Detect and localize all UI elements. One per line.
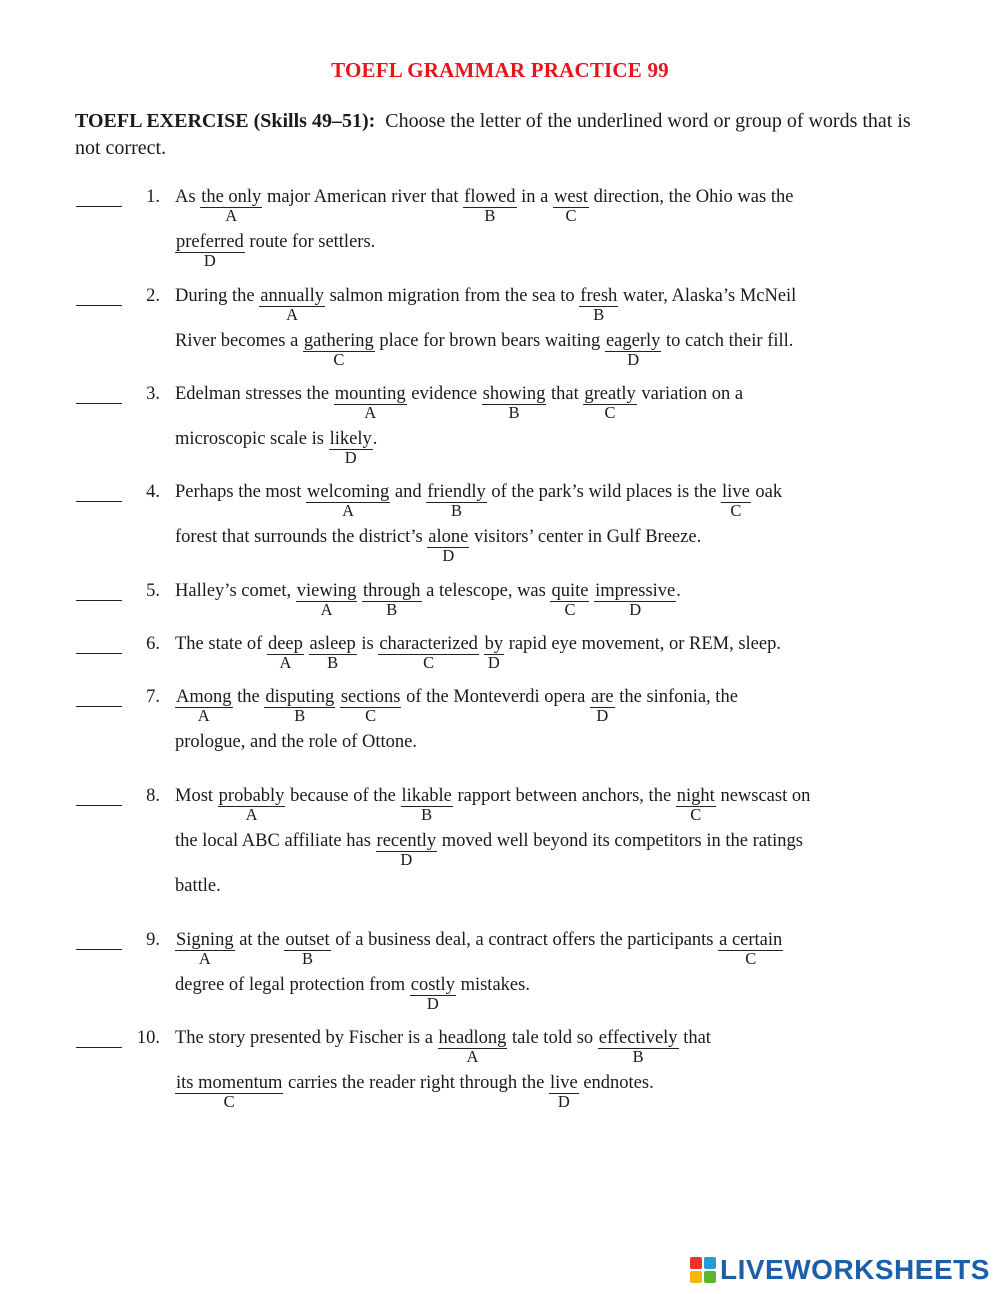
question-text: degree of legal protection from <box>175 975 410 995</box>
liveworksheets-logo <box>690 1254 990 1286</box>
choice-text: likable <box>401 786 452 806</box>
question-text: major American river that <box>262 187 464 207</box>
choice-text: are <box>591 687 614 707</box>
choice-letter: B <box>421 805 433 824</box>
underlined-choice[interactable] <box>334 384 407 422</box>
choice-letter: C <box>423 653 435 672</box>
choice-letter: A <box>197 706 210 725</box>
choice-text: eagerly <box>605 331 661 351</box>
question-number: 8. <box>146 786 160 806</box>
choice-text: the only <box>201 187 262 207</box>
underlined-choice[interactable] <box>484 634 505 672</box>
question-text: the <box>232 687 265 707</box>
question-text: forest that surrounds the district’s <box>175 527 428 547</box>
choice-letter: A <box>225 206 238 225</box>
underlined-choice[interactable] <box>549 1073 579 1111</box>
choice-text: disputing <box>265 687 335 707</box>
question-text: of the Monteverdi opera <box>401 687 591 707</box>
underlined-choice[interactable] <box>267 634 304 672</box>
question-text: water, Alaska’s McNeil <box>618 286 797 306</box>
choice-letter: D <box>203 251 216 270</box>
question-line <box>175 1073 654 1111</box>
question-line <box>175 732 417 753</box>
choice-letter: B <box>302 949 314 968</box>
question-text: route for settlers. <box>244 232 376 252</box>
question-text: a telescope, was <box>421 581 551 601</box>
underlined-choice[interactable] <box>218 786 286 824</box>
choice-text: viewing <box>296 581 357 601</box>
underlined-choice[interactable] <box>378 634 479 672</box>
choice-text: night <box>676 786 715 806</box>
question-line <box>175 384 744 422</box>
choice-letter: A <box>466 1047 479 1066</box>
question-line <box>175 482 783 520</box>
instructions-text: Choose the letter of the underlined word or group of words that is not correct. <box>75 110 911 159</box>
choice-letter: A <box>198 949 211 968</box>
choice-text: Signing <box>176 930 234 950</box>
underlined-choice[interactable] <box>598 1028 679 1066</box>
instructions-label: TOEFL EXERCISE (Skills 49–51): <box>75 110 376 132</box>
question-text: tale told so <box>507 1028 598 1048</box>
choice-text: preferred <box>176 232 244 252</box>
underlined-choice[interactable] <box>259 286 325 324</box>
choice-letter: C <box>333 350 345 369</box>
liveworksheets-logo-icon <box>690 1257 716 1283</box>
choice-letter: B <box>484 206 496 225</box>
question-text: Halley’s comet, <box>175 581 296 601</box>
question-line <box>175 831 803 869</box>
underlined-choice[interactable] <box>362 581 422 619</box>
underlined-choice[interactable] <box>605 331 661 369</box>
question-line <box>175 232 376 270</box>
choice-text: flowed <box>464 187 516 207</box>
choice-text: characterized <box>379 634 478 654</box>
underlined-choice[interactable] <box>463 187 516 225</box>
question-text: direction, the Ohio was the <box>588 187 794 207</box>
choice-letter: B <box>508 403 520 422</box>
underlined-choice[interactable] <box>482 384 547 422</box>
choice-text: outset <box>285 930 330 950</box>
question-text: As <box>175 187 201 207</box>
choice-letter: C <box>365 706 377 725</box>
choice-text: its momentum <box>176 1073 283 1093</box>
underlined-choice[interactable] <box>309 634 357 672</box>
question-number: 9. <box>146 930 160 950</box>
choice-text: sections <box>340 687 401 707</box>
question-text: that <box>678 1028 711 1048</box>
question-line <box>175 286 797 324</box>
choice-text: Among <box>176 687 232 707</box>
underlined-choice[interactable] <box>676 786 716 824</box>
underlined-choice[interactable] <box>590 687 615 725</box>
choice-text: asleep <box>309 634 356 654</box>
question-text: variation on a <box>636 384 744 404</box>
choice-text: a certain <box>719 930 783 950</box>
question-line <box>175 1028 711 1066</box>
underlined-choice[interactable] <box>579 286 618 324</box>
question-number: 4. <box>146 482 160 502</box>
underlined-choice[interactable] <box>553 187 589 225</box>
question-text: microscopic scale is <box>175 429 329 449</box>
choice-letter: A <box>364 403 377 422</box>
question-line <box>175 581 681 619</box>
choice-text: mounting <box>334 384 406 404</box>
choice-letter: C <box>565 206 577 225</box>
underlined-choice[interactable] <box>550 581 589 619</box>
question-text: River becomes a <box>175 331 303 351</box>
underlined-choice[interactable] <box>583 384 636 422</box>
question-number: 10. <box>136 1028 160 1048</box>
choice-letter: C <box>690 805 702 824</box>
underlined-choice[interactable] <box>594 581 676 619</box>
choice-text: live <box>549 1073 578 1093</box>
choice-letter: B <box>450 501 462 520</box>
choice-letter: A <box>245 805 258 824</box>
choice-text: annually <box>260 286 324 306</box>
question-text: salmon migration from the sea to <box>324 286 580 306</box>
question-text: place for brown bears waiting <box>374 331 605 351</box>
question-line <box>175 634 781 672</box>
choice-text: deep <box>267 634 303 654</box>
question-number: 2. <box>146 286 160 306</box>
question-text: the local ABC affiliate has <box>175 831 376 851</box>
question-text: carries the reader right through the <box>283 1073 549 1093</box>
underlined-choice[interactable] <box>296 581 358 619</box>
choice-letter: A <box>342 501 355 520</box>
underlined-choice[interactable] <box>340 687 402 725</box>
question-text: prologue, and the role of Ottone. <box>175 732 417 752</box>
question-line <box>175 331 794 369</box>
choice-letter: B <box>632 1047 644 1066</box>
page-title: TOEFL GRAMMAR PRACTICE 99 <box>331 58 669 82</box>
question-line <box>175 527 702 565</box>
question-text: . <box>676 581 681 601</box>
choice-text: gathering <box>303 331 374 351</box>
question-text: the sinfonia, the <box>614 687 738 707</box>
underlined-choice[interactable] <box>438 1028 508 1066</box>
choice-text: showing <box>482 384 546 404</box>
underlined-choice[interactable] <box>329 429 373 467</box>
question-line <box>175 687 738 725</box>
question-text: to catch their fill. <box>661 331 794 351</box>
question-line <box>175 876 221 897</box>
underlined-choice[interactable] <box>306 482 390 520</box>
choice-letter: D <box>557 1092 570 1111</box>
choice-letter: C <box>745 949 757 968</box>
question-number: 5. <box>146 581 160 601</box>
underlined-choice[interactable] <box>376 831 438 869</box>
choice-letter: D <box>629 600 642 619</box>
instructions <box>75 108 935 162</box>
question-text: During the <box>175 286 260 306</box>
question-line <box>175 786 811 824</box>
question-text: and <box>390 482 427 502</box>
underlined-choice[interactable] <box>175 1073 283 1111</box>
underlined-choice[interactable] <box>175 232 245 270</box>
choice-text: impressive <box>595 581 676 601</box>
underlined-choice[interactable] <box>426 482 487 520</box>
question-text: visitors’ center in Gulf Breeze. <box>469 527 702 547</box>
choice-letter: A <box>286 305 299 324</box>
question-text: . <box>372 429 378 449</box>
question-line <box>175 429 378 467</box>
choice-letter: D <box>487 653 500 672</box>
question-text: in a <box>516 187 554 207</box>
choice-letter: D <box>627 350 640 369</box>
question-line <box>175 975 530 1013</box>
choice-text: fresh <box>580 286 618 306</box>
choice-text: alone <box>428 527 469 547</box>
question-text: evidence <box>406 384 482 404</box>
question-number: 6. <box>146 634 160 654</box>
question-line <box>175 187 794 225</box>
choice-letter: D <box>596 706 609 725</box>
underlined-choice[interactable] <box>721 482 751 520</box>
question-text: mistakes. <box>455 975 530 995</box>
choice-text: friendly <box>427 482 486 502</box>
question-text: that <box>546 384 584 404</box>
question-text: of the park’s wild places is the <box>486 482 722 502</box>
choice-letter: D <box>442 546 455 565</box>
choice-text: likely <box>329 429 372 449</box>
question-text: Most <box>175 786 218 806</box>
underlined-choice[interactable] <box>284 930 330 968</box>
choice-letter: B <box>294 706 306 725</box>
underlined-choice[interactable] <box>264 687 335 725</box>
question-number: 1. <box>146 187 160 207</box>
choice-letter: B <box>386 600 398 619</box>
choice-letter: B <box>593 305 605 324</box>
underlined-choice[interactable] <box>303 331 375 369</box>
question-line <box>175 930 783 968</box>
choice-letter: C <box>604 403 616 422</box>
choice-text: probably <box>218 786 285 806</box>
question-text: Perhaps the most <box>175 482 307 502</box>
choice-text: through <box>362 581 421 601</box>
choice-letter: D <box>426 994 439 1013</box>
question-text: The state of <box>175 634 267 654</box>
choice-text: costly <box>410 975 455 995</box>
question-text: rapport between anchors, the <box>452 786 676 806</box>
choice-text: headlong <box>438 1028 507 1048</box>
question-text: because of the <box>285 786 401 806</box>
choice-letter: A <box>279 653 292 672</box>
choice-letter: D <box>344 448 357 467</box>
question-text: The story presented by Fischer is a <box>175 1028 438 1048</box>
choice-text: welcoming <box>307 482 390 502</box>
choice-letter: A <box>320 600 333 619</box>
question-number: 3. <box>146 384 160 404</box>
choice-text: by <box>484 634 504 654</box>
question-number: 7. <box>146 687 160 707</box>
underlined-choice[interactable] <box>200 187 262 225</box>
question-text: battle. <box>175 876 221 896</box>
underlined-choice[interactable] <box>175 687 233 725</box>
choice-letter: C <box>223 1092 235 1111</box>
question-text: rapid eye movement, or REM, sleep. <box>504 634 781 654</box>
choice-letter: B <box>327 653 339 672</box>
choice-text: west <box>554 187 588 207</box>
underlined-choice[interactable] <box>427 527 469 565</box>
underlined-choice[interactable] <box>718 930 783 968</box>
underlined-choice[interactable] <box>410 975 456 1013</box>
question-text: endnotes. <box>578 1073 654 1093</box>
choice-text: effectively <box>598 1028 678 1048</box>
choice-text: greatly <box>584 384 636 404</box>
question-text: newscast on <box>715 786 811 806</box>
question-text: at the <box>234 930 285 950</box>
question-text: moved well beyond its competitors in the ratings <box>437 831 803 851</box>
liveworksheets-brand: LIVEWORKSHEETS <box>720 1254 990 1285</box>
choice-text: quite <box>551 581 589 601</box>
question-text: is <box>356 634 379 654</box>
question-text: Edelman stresses the <box>175 384 334 404</box>
underlined-choice[interactable] <box>401 786 453 824</box>
choice-letter: C <box>730 501 742 520</box>
question-text: oak <box>750 482 783 502</box>
underlined-choice[interactable] <box>175 930 235 968</box>
question-text: of a business deal, a contract offers the participants <box>330 930 719 950</box>
choice-letter: C <box>564 600 576 619</box>
choice-text: recently <box>376 831 437 851</box>
choice-letter: D <box>400 850 413 869</box>
choice-text: live <box>722 482 750 502</box>
